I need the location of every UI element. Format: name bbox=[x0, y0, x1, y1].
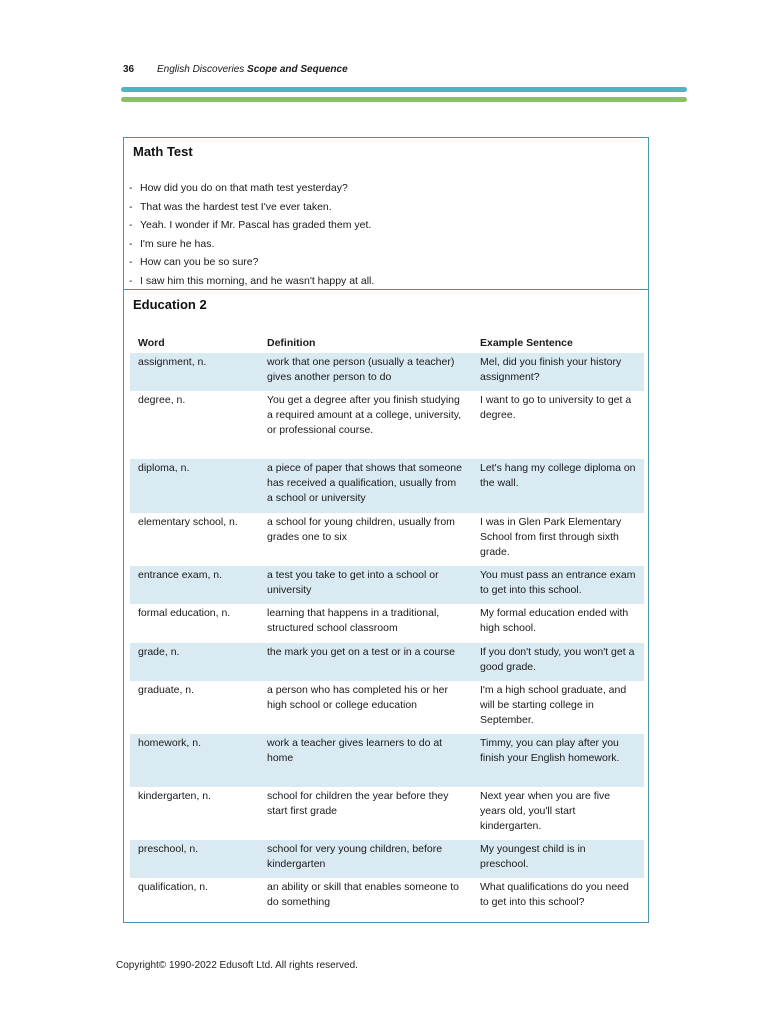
dialogue-dash: - bbox=[129, 237, 133, 250]
cell-word: elementary school, n. bbox=[138, 516, 238, 528]
table-header-row bbox=[130, 334, 644, 353]
cell-definition: a test you take to get into a school or university bbox=[259, 566, 472, 604]
cell-word: qualification, n. bbox=[138, 881, 209, 893]
page-header bbox=[0, 64, 768, 78]
cell-word: kindergarten, n. bbox=[138, 790, 211, 802]
dialogue-line bbox=[129, 235, 374, 254]
education-title: Education 2 bbox=[133, 297, 207, 312]
header-divider-blue bbox=[121, 87, 687, 92]
cell-definition: school for very young children, before kindergarten bbox=[259, 840, 472, 878]
cell-word: diploma, n. bbox=[130, 459, 259, 513]
cell-example: I was in Glen Park Elementary School from first through sixth grade. bbox=[480, 516, 622, 558]
table-row bbox=[130, 840, 644, 878]
copyright-footer: Copyright© 1990-2022 Edusoft Ltd. All rights reserved. bbox=[116, 960, 358, 971]
header-divider-green bbox=[121, 97, 687, 102]
cell-example: My youngest child is in preschool. bbox=[472, 840, 644, 878]
math-test-title: Math Test bbox=[133, 144, 193, 159]
document-title bbox=[157, 64, 348, 75]
table-row bbox=[130, 734, 644, 787]
dialogue-text: I'm sure he has. bbox=[140, 237, 215, 250]
table-row bbox=[130, 878, 644, 916]
cell-word: assignment, n. bbox=[130, 353, 259, 391]
table-row bbox=[130, 643, 644, 681]
dialogue-dash: - bbox=[129, 274, 133, 287]
dialogue-text: How did you do on that math test yesterday? bbox=[140, 182, 348, 194]
cell-definition: work that one person (usually a teacher) gives another person to do bbox=[259, 353, 472, 391]
dialogue-text: How can you be so sure? bbox=[140, 256, 259, 268]
title-italic: English Discoveries bbox=[157, 64, 245, 75]
cell-word: entrance exam, n. bbox=[130, 566, 259, 604]
table-row bbox=[130, 681, 644, 734]
dialogue-line bbox=[129, 179, 374, 198]
cell-definition: the mark you get on a test or in a course bbox=[259, 643, 472, 681]
table-row bbox=[130, 353, 644, 391]
vocabulary-table bbox=[130, 334, 644, 916]
cell-definition: a school for young children, usually from grades one to six bbox=[267, 516, 455, 543]
cell-word: preschool, n. bbox=[130, 840, 259, 878]
cell-example: You must pass an entrance exam to get into this school. bbox=[472, 566, 644, 604]
content-box bbox=[123, 137, 649, 923]
cell-example: I want to go to university to get a degree. bbox=[480, 394, 632, 421]
dialogue-dash: - bbox=[129, 219, 133, 231]
cell-word: grade, n. bbox=[130, 643, 259, 681]
table-row bbox=[130, 459, 644, 513]
cell-definition: a person who has completed his or her high school or college education bbox=[267, 684, 448, 711]
cell-example: Timmy, you can play after you finish your English homework. bbox=[472, 734, 644, 787]
cell-word: graduate, n. bbox=[138, 684, 195, 696]
dialogue-dash: - bbox=[129, 256, 133, 268]
cell-definition: school for children the year before they start first grade bbox=[267, 790, 449, 817]
cell-word: degree, n. bbox=[138, 394, 186, 406]
column-header-word: Word bbox=[138, 337, 165, 349]
dialogue-text: Yeah. I wonder if Mr. Pascal has graded them yet. bbox=[140, 219, 372, 231]
table-row bbox=[130, 566, 644, 604]
column-header-definition: Definition bbox=[267, 337, 316, 349]
cell-word: formal education, n. bbox=[138, 607, 231, 619]
cell-example: Next year when you are five years old, you'll start kindergarten. bbox=[480, 790, 611, 832]
dialogue-list bbox=[129, 179, 374, 290]
dialogue-text: That was the hardest test I've ever taken. bbox=[140, 200, 332, 213]
education-section bbox=[124, 290, 648, 922]
column-header-example: Example Sentence bbox=[480, 337, 573, 349]
dialogue-dash: - bbox=[129, 200, 133, 213]
math-test-section bbox=[124, 138, 648, 290]
page-number: 36 bbox=[123, 64, 135, 75]
dialogue-line bbox=[129, 198, 374, 217]
dialogue-text: I saw him this morning, and he wasn't happy at all. bbox=[140, 274, 375, 287]
dialogue-line bbox=[129, 253, 374, 272]
dialogue-dash: - bbox=[129, 182, 133, 194]
title-bold: Scope and Sequence bbox=[247, 64, 348, 75]
table-row bbox=[130, 787, 644, 840]
cell-definition: an ability or skill that enables someone to do something bbox=[267, 881, 460, 908]
cell-definition: You get a degree after you finish studying a required amount at a college, university, or professional course. bbox=[267, 394, 462, 436]
cell-example: Let's hang my college diploma on the wall. bbox=[472, 459, 644, 513]
table-row bbox=[130, 604, 644, 643]
cell-definition: learning that happens in a traditional, structured school classroom bbox=[267, 607, 440, 634]
cell-definition: a piece of paper that shows that someone has received a qualification, usually from a school or university bbox=[259, 459, 472, 513]
cell-example: If you don't study, you won't get a good grade. bbox=[472, 643, 644, 681]
dialogue-line bbox=[129, 216, 374, 235]
table-row bbox=[130, 513, 644, 566]
table-row bbox=[130, 391, 644, 459]
cell-example: My formal education ended with high school. bbox=[480, 607, 629, 634]
cell-definition: work a teacher gives learners to do at home bbox=[259, 734, 472, 787]
dialogue-line bbox=[129, 272, 374, 291]
cell-example: What qualifications do you need to get into this school? bbox=[480, 881, 629, 908]
cell-word: homework, n. bbox=[130, 734, 259, 787]
cell-example: Mel, did you finish your history assignment? bbox=[472, 353, 644, 391]
cell-example: I'm a high school graduate, and will be starting college in September. bbox=[480, 684, 627, 726]
